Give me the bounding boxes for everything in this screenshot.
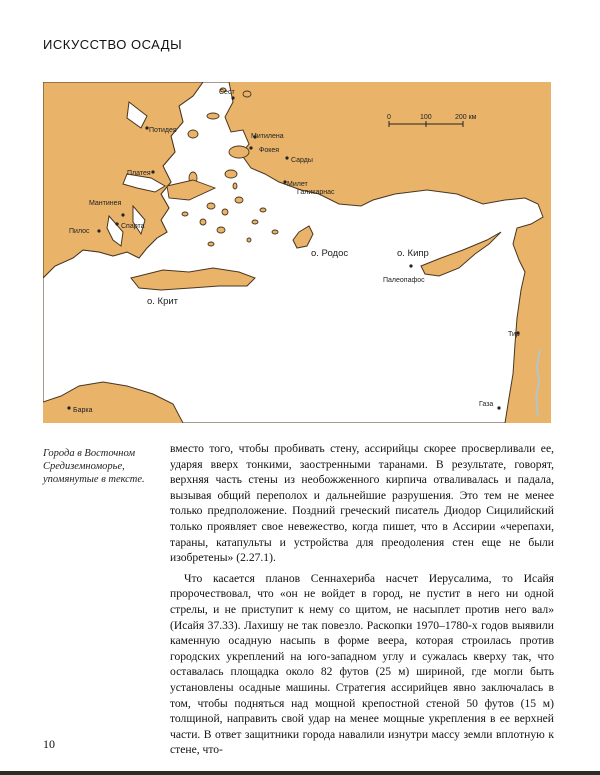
label-gaza: Газа xyxy=(479,401,494,408)
scale-end: 200 км xyxy=(455,114,477,121)
running-header: ИСКУССТВО ОСАДЫ xyxy=(43,37,183,52)
label-miletus: Милет xyxy=(287,181,308,188)
map-caption: Города в Восточном Средиземноморье, упомянутые в тексте. xyxy=(43,448,145,485)
paragraph-2: Что касается планов Сеннахериба насчет Иерусалима, то Исайя пророчествовал, что «он не войдет в город, не пустит в него ни одной стрелы, и не приступит к нему со щитом, не насыплет против него вал» (Исайя 37.33). Лахишу не так повезло. Раскопки 1970–1780-х годов выявили каменную осадную насыпь в форме веера, которая строилась против городских укреплений на юго-западном углу и сужалась кверху так, что оставалась площадка около 82 футов (25 м) шириной, где могли быть установлены осадные машины. Стратегия ассирийцев явно заключалась в том, чтобы подняться над мощной крепостной стеной 50 футов (15 м) толщиной, направить свой удар на менее мощные укрепления в ее верхней части. В ответ защитники города навалили изнутри массу земли вплотную к стене, что- xyxy=(170,571,554,757)
scale-mid: 100 xyxy=(420,114,432,121)
label-tyre: Тир xyxy=(508,331,520,338)
label-barca: Барка xyxy=(73,407,93,414)
label-pylos: Пилос xyxy=(69,228,90,235)
label-cyprus: о. Кипр xyxy=(397,248,429,259)
label-paphos: Палеопафос xyxy=(383,277,425,284)
label-sardis: Сарды xyxy=(291,157,313,164)
label-rhodes: о. Родос xyxy=(311,248,349,259)
paragraph-1: вместо того, чтобы пробивать стену, ассирийцы скорее просверливали ее, ударяя вверх тонкими, заостренными таранами. В результате, говорят, верхняя часть стены из необожженного кирпича отваливалась и падала, вызывая общий переполох и дальнейшие разрушения. Это тем не менее только предположение. Поздний греческий писатель Диодор Сицилийский только проявляет свое невежество, когда пишет, что в Ассирии «черепахи, тараны, катапульты и устройства для преодоления стен еще не были изобретены» (2.27.1). xyxy=(170,442,554,565)
map-eastern-mediterranean xyxy=(43,82,551,423)
label-sparta: Спарта xyxy=(121,223,145,230)
scale-zero: 0 xyxy=(387,114,391,121)
body-text xyxy=(170,441,554,758)
scale-bar xyxy=(389,121,463,127)
label-phocaea: Фокея xyxy=(259,147,280,154)
label-potidea: Потидея xyxy=(149,127,177,134)
label-mantinea: Мантинея xyxy=(89,200,122,207)
jordan-river xyxy=(536,350,540,416)
page-number: 10 xyxy=(43,737,55,751)
label-plataea: Платея xyxy=(127,170,151,177)
label-crete: о. Крит xyxy=(147,296,179,307)
label-sest: Сест xyxy=(219,89,235,96)
label-halicarnassus: Галикарнас xyxy=(297,189,335,196)
label-mytilene: Митилена xyxy=(251,133,284,140)
map-svg xyxy=(43,82,551,423)
bottom-border xyxy=(0,771,600,775)
